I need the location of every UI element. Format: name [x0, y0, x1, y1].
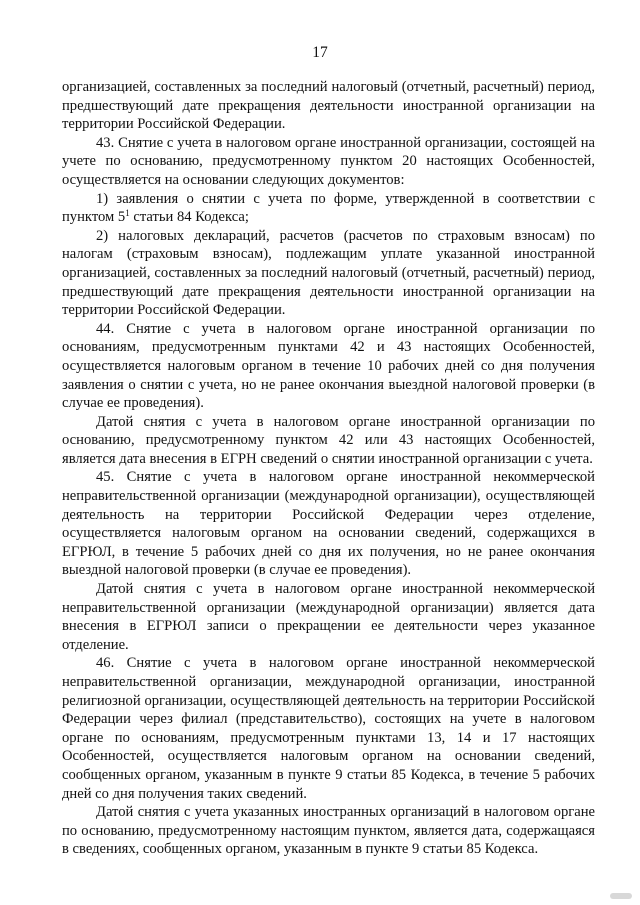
- superscript-marker: 1: [125, 208, 130, 219]
- paragraph-item-46-date: Датой снятия с учета указанных иностранных организаций в налоговом органе по основанию, предусмотренному настоящим пунктом, является дата, содержащаяся в сведениях, сообщенных органом, указанным в пункте 9 статьи 85 Кодекса.: [62, 804, 595, 858]
- document-body: [62, 78, 595, 859]
- paragraph-subitem-1: [62, 190, 595, 227]
- paragraph-item-44: 44. Снятие с учета в налоговом органе иностранной организации по основаниям, предусмотренным пунктами 42 и 43 настоящих Особенностей, осуществляется налоговым органом в течение 10 рабочих дней со дня получения заявления о снятии с учета, но не ранее окончания выездной налоговой проверки (в случае ее проведения).: [62, 320, 595, 412]
- subitem-1-text-before: 1) заявления о снятии с учета по форме, утвержденной в соответствии с пунктом 5: [62, 190, 595, 226]
- paragraph-item-45: 45. Снятие с учета в налоговом органе иностранной некоммерческой неправительственной организации (международной организации), осуществляющей деятельность на территории Российской Федерации через отделение, осуществляется налоговым органом на основании сведений, содержащихся в ЕГРЮЛ, в течение 5 рабочих дней со дня их получения, но не ранее окончания выездной налоговой проверки (в случае ее проведения).: [62, 469, 595, 579]
- subitem-1-text-after: статьи 84 Кодекса;: [129, 209, 249, 226]
- paragraph-subitem-2: 2) налоговых деклараций, расчетов (расчетов по страховым взносам) по налогам (страховым взносам), подлежащим уплате указанной иностранной организацией, составленных за последний налоговый (отчетный, расчетный) период, предшествующий дате прекращения деятельности иностранной организации на территории Российской Федерации.: [62, 227, 595, 319]
- paragraph-item-46: 46. Снятие с учета в налоговом органе иностранной некоммерческой неправительственной организации, международной организации, иностранной религиозной организации, осуществляющей деятельность на территории Российской Федерации через филиал (представительство), состоящих на учете в налоговом органе по основаниям, предусмотренным пунктами 13, 14 и 17 настоящих Особенностей, осуществляется налоговым органом на основании сведений, сообщенных органом, указанным в пункте 9 статьи 85 Кодекса, в течение 5 рабочих дней со дня получения таких сведений.: [62, 655, 595, 802]
- page-number: 17: [312, 44, 328, 61]
- paragraph-item-44-date: Датой снятия с учета в налоговом органе иностранной организации по основанию, предусмотренному пунктом 42 или 43 настоящих Особенностей, является дата внесения в ЕГРН сведений о снятии иностранной организации с учета.: [62, 413, 595, 467]
- scan-artifact: [610, 893, 632, 899]
- paragraph-continuation: организацией, составленных за последний налоговый (отчетный, расчетный) период, предшествующий дате прекращения деятельности иностранной организации на территории Российской Федерации.: [62, 79, 595, 133]
- paragraph-item-45-date: Датой снятия с учета в налоговом органе иностранной некоммерческой неправительственной организации (международной организации) является дата внесения в ЕГРЮЛ записи о прекращении ее деятельности через указанное отделение.: [62, 581, 595, 653]
- paragraph-item-43: 43. Снятие с учета в налоговом органе иностранной организации, состоящей на учете по основанию, предусмотренному пунктом 20 настоящих Особенностей, осуществляется на основании следующих документов:: [62, 134, 595, 188]
